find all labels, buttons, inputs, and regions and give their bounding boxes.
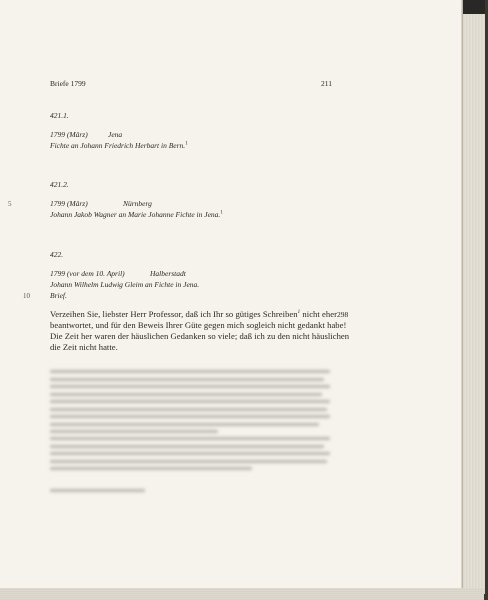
letter-line-1: Verzeihen Sie, liebster Herr Professor, daß ich Ihr so gütiges Schreiben$^1$ nicht eher (50, 309, 338, 319)
entry-place-422: Halberstadt (150, 269, 186, 278)
letter-line-4: die Zeit nicht hatte. (50, 342, 118, 352)
line-number-10: 10 (23, 292, 30, 300)
line-number-5: 5 (8, 200, 12, 208)
running-header-left: Briefe 1799 (50, 79, 86, 88)
entry-number-421-1: 421.1. (50, 111, 69, 120)
entry-date-422: 1799 (vor dem 10. April) (50, 269, 125, 278)
entry-place-421-2: Nürnberg (123, 199, 152, 208)
letter-line-2: beantwortet, und für den Beweis Ihrer Güte gegen mich sogleich nicht gedankt habe! (50, 320, 347, 330)
entry-description-421-1: Fichte an Johann Friedrich Herbart in Bern.$^1$ (50, 141, 188, 150)
entry-place-421-1: Jena (108, 130, 123, 139)
entry-date-421-1: 1799 (März) (50, 130, 88, 139)
entry-type-422: Brief. (50, 291, 67, 300)
entry-date-421-2: 1799 (März) (50, 199, 88, 208)
footnote-block-1 (50, 370, 330, 438)
entry-description-421-2: Johann Jakob Wagner an Marie Johanne Fichte in Jena.$^1$ (50, 210, 223, 219)
footnote-block-3 (50, 489, 330, 497)
entry-number-422: 422. (50, 250, 64, 259)
book-spine-edge (462, 0, 485, 594)
entry-description-422: Johann Wilhelm Ludwig Gleim an Fichte in Jena. (50, 280, 200, 289)
footnote-block-2 (50, 437, 330, 475)
page-stack-edge (0, 588, 484, 600)
margin-reference: 298 (337, 310, 349, 319)
entry-number-421-2: 421.2. (50, 180, 69, 189)
letter-line-3: Die Zeit her waren der häuslichen Gedanken so viele; daß ich zu den nicht häuslichen (50, 331, 350, 341)
page-number: 211 (321, 79, 332, 88)
